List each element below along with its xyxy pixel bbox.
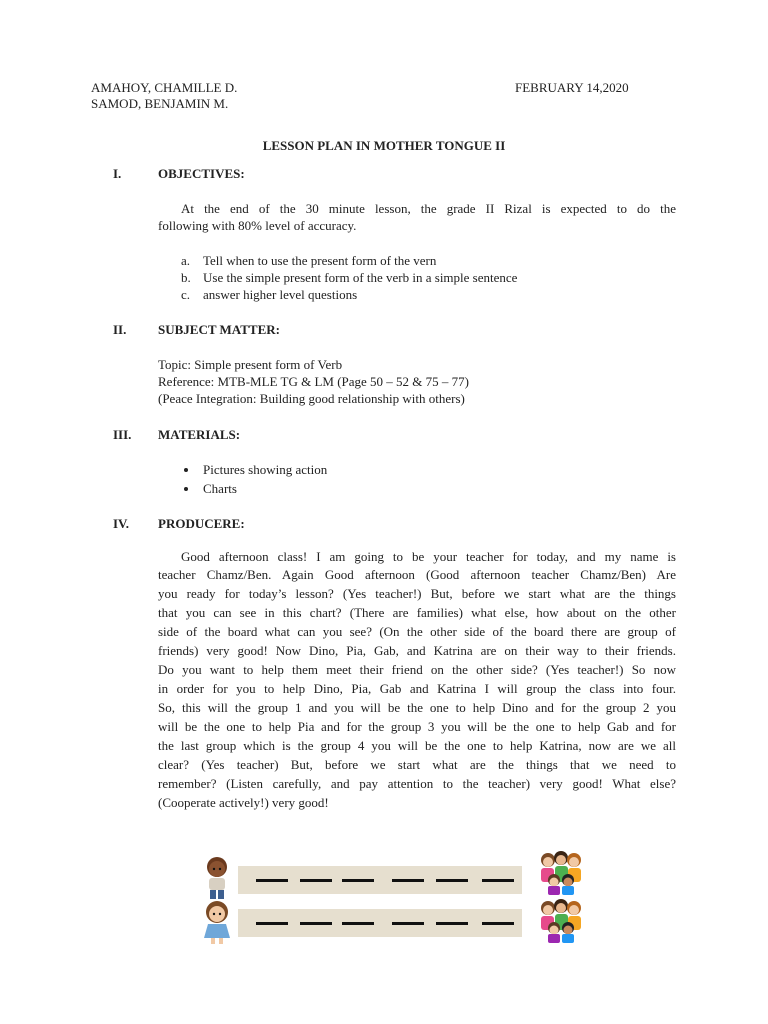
friends-group-icon (536, 850, 586, 896)
procedure-line: you ready for today’s lesson? (Yes teacher!) But, before we start what are the things (158, 586, 676, 601)
procedure-line: the last group which is the group 4 you will be the one to help Katrina, now are we all (158, 738, 676, 753)
procedure-paragraph (158, 548, 676, 812)
subject-peace-integration: (Peace Integration: Building good relationship with others) (158, 391, 465, 406)
path-track-1 (238, 866, 522, 894)
procedure-line: friends) very good! Now Dino, Pia, Gab, and Katrina are on their way to their friends. (158, 643, 676, 658)
blank-line (392, 922, 424, 925)
list-text: Charts (203, 481, 237, 496)
author-name-2: SAMOD, BENJAMIN M. (91, 96, 229, 111)
blank-line (342, 879, 374, 882)
list-marker: c. (181, 287, 191, 302)
procedure-line: side of the board what can you see? (On the other side of the board there are group of (158, 624, 676, 639)
list-text: answer higher level questions (203, 287, 358, 302)
blank-line (482, 879, 514, 882)
friends-group-icon (536, 898, 586, 944)
blank-line (482, 922, 514, 925)
blank-line (342, 922, 374, 925)
boy-icon (200, 854, 234, 900)
author-name-1: AMAHOY, CHAMILLE D. (91, 80, 238, 95)
procedure-line: clear? (Yes teacher) But, before we start what are the things that we need to (158, 757, 676, 772)
list-marker: a. (181, 253, 191, 268)
section-number: I. (113, 166, 122, 181)
list-marker: b. (181, 270, 191, 285)
section-number: II. (113, 322, 127, 337)
subject-reference: Reference: MTB-MLE TG & LM (Page 50 – 52 & 75 – 77) (158, 374, 469, 389)
lesson-date: FEBRUARY 14,2020 (515, 80, 629, 95)
procedure-line: will be the one to help Pia and for the group 3 you will be the one to help Gab and for (158, 719, 676, 734)
procedure-line: in order for you to help Dino, Pia, Gab and Katrina I will group the class into four. (158, 681, 676, 696)
objectives-intro-line-2: following with 80% level of accuracy. (158, 218, 357, 233)
list-text: Tell when to use the present form of the vern (203, 253, 437, 268)
list-text: Pictures showing action (203, 462, 328, 477)
document-title: LESSON PLAN IN MOTHER TONGUE II (262, 138, 506, 153)
blank-line (392, 879, 424, 882)
subject-topic: Topic: Simple present form of Verb (158, 357, 343, 372)
section-number: III. (113, 427, 132, 442)
blank-line (300, 879, 332, 882)
procedure-line: that you can see in this chart? (There are families) what else, how about on the other (158, 605, 676, 620)
blank-line (300, 922, 332, 925)
section-title: PRODUCERE: (158, 516, 245, 531)
blank-line (436, 879, 468, 882)
procedure-line: teacher Chamz/Ben. Again Good afternoon (Good afternoon teacher Chamz/Ben) Are (158, 567, 676, 582)
path-track-2 (238, 909, 522, 937)
girl-icon (200, 900, 234, 944)
list-text: Use the simple present form of the verb in a simple sentence (203, 270, 518, 285)
section-number: IV. (113, 516, 130, 531)
procedure-line: (Cooperate actively!) very good! (158, 795, 329, 810)
blank-line (436, 922, 468, 925)
blank-line (256, 922, 288, 925)
section-title: MATERIALS: (158, 427, 241, 442)
section-title: SUBJECT MATTER: (158, 322, 280, 337)
bullet-icon (184, 487, 188, 491)
blank-line (256, 879, 288, 882)
procedure-line: So, this will the group 1 and you will be the one to help Dino and for the group 2 you (158, 700, 676, 715)
procedure-line: remember? (Listen carefully, and pay attention to the teacher) very good! What else? (158, 776, 676, 791)
bullet-icon (184, 468, 188, 472)
procedure-line: Do you want to help them meet their friend on the other side? (Yes teacher!) So now (158, 662, 676, 677)
section-title: OBJECTIVES: (158, 166, 245, 181)
procedure-line: Good afternoon class! I am going to be your teacher for today, and my name is (181, 549, 676, 564)
objectives-intro-line-1: At the end of the 30 minute lesson, the grade II Rizal is expected to do the (181, 201, 676, 216)
